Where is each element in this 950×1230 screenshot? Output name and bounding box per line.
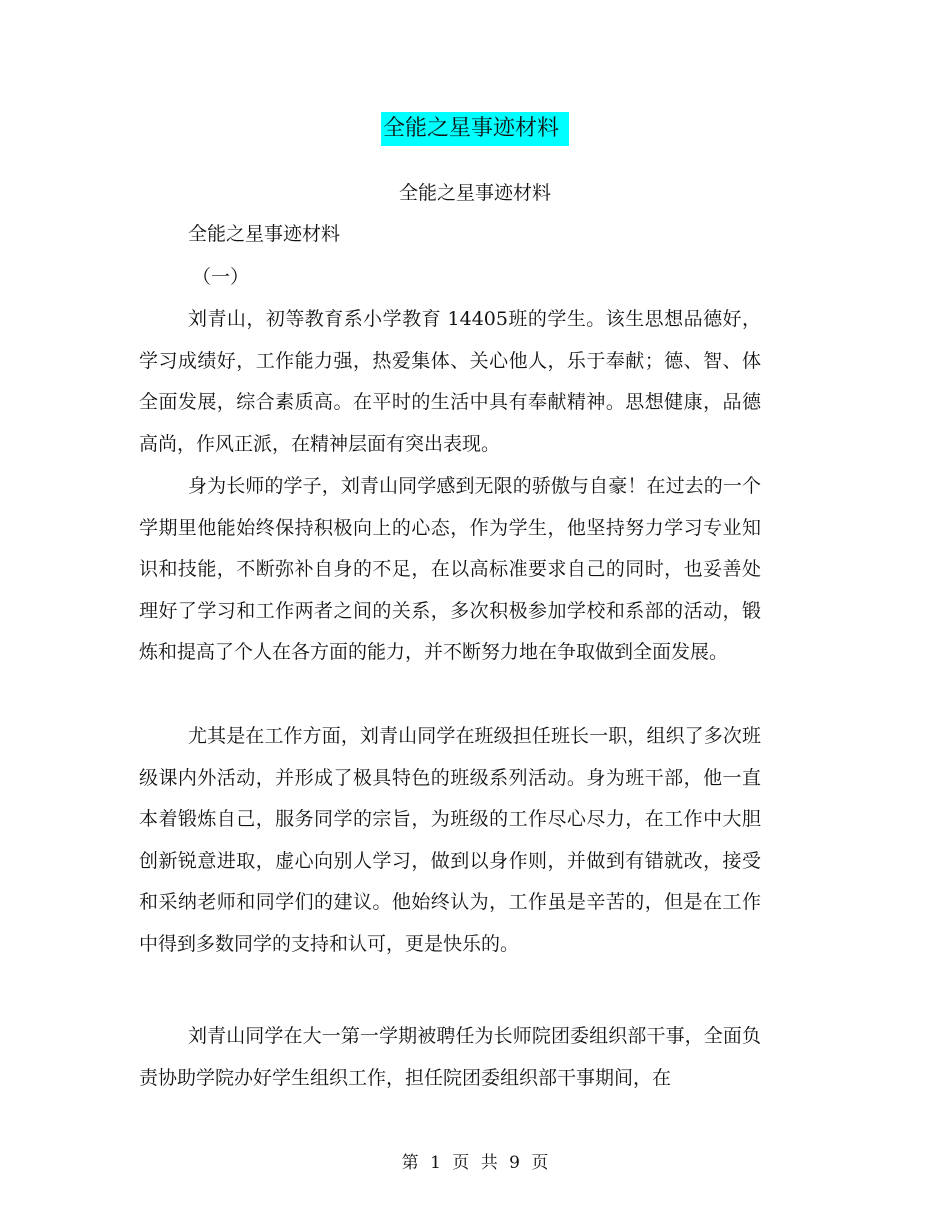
section-marker: （一） [192, 266, 250, 288]
document-subtitle: 全能之星事迹材料 [398, 182, 551, 204]
body-paragraph-1-wrap [139, 299, 761, 465]
body-paragraph: 刘青山同学在大一第一学期被聘任为长师院团委组织部干事，全面负责协助学院办好学生组织工作，担任院团委组织部干事期间，在 [139, 1025, 761, 1089]
title-wrap [0, 112, 950, 146]
body-paragraph: 刘青山，初等教育系小学教育 14405班的学生。该生思想品德好，学习成绩好，工作能力强，热爱集体、关心他人，乐于奉献；德、智、体全面发展，综合素质高。在平时的生活中具有奉献精神。思想健康，品德高尚，作风正派，在精神层面有突出表现。 [139, 308, 761, 455]
page-footer: 第 1 页 共 9 页 [401, 1153, 549, 1173]
section-heading: 全能之星事迹材料 [188, 223, 341, 245]
body-paragraph: 尤其是在工作方面，刘青山同学在班级担任班长一职，组织了多次班级课内外活动，并形成了极具特色的班级系列活动。身为班干部，他一直本着锻炼自己，服务同学的宗旨，为班级的工作尽心尽力，在工作中大胆创新锐意进取，虚心向别人学习，做到以身作则，并做到有错就改，接受和采纳老师和同学们的建议。他始终认为，工作虽是辛苦的，但是在工作中得到多数同学的支持和认可，更是快乐的。 [139, 725, 761, 955]
body-paragraph-2-wrap [139, 466, 761, 674]
body-paragraph-3-wrap [139, 716, 761, 966]
document-title: 全能之星事迹材料 [381, 112, 569, 146]
body-paragraph: 身为长师的学子，刘青山同学感到无限的骄傲与自豪！在过去的一个学期里他能始终保持积极向上的心态，作为学生，他坚持努力学习专业知识和技能，不断弥补自身的不足，在以高标准要求自己的同时，也妥善处理好了学习和工作两者之间的关系，多次积极参加学校和系部的活动，锻炼和提高了个人在各方面的能力，并不断努力地在争取做到全面发展。 [139, 475, 761, 664]
body-paragraph-4-wrap [139, 1016, 761, 1099]
